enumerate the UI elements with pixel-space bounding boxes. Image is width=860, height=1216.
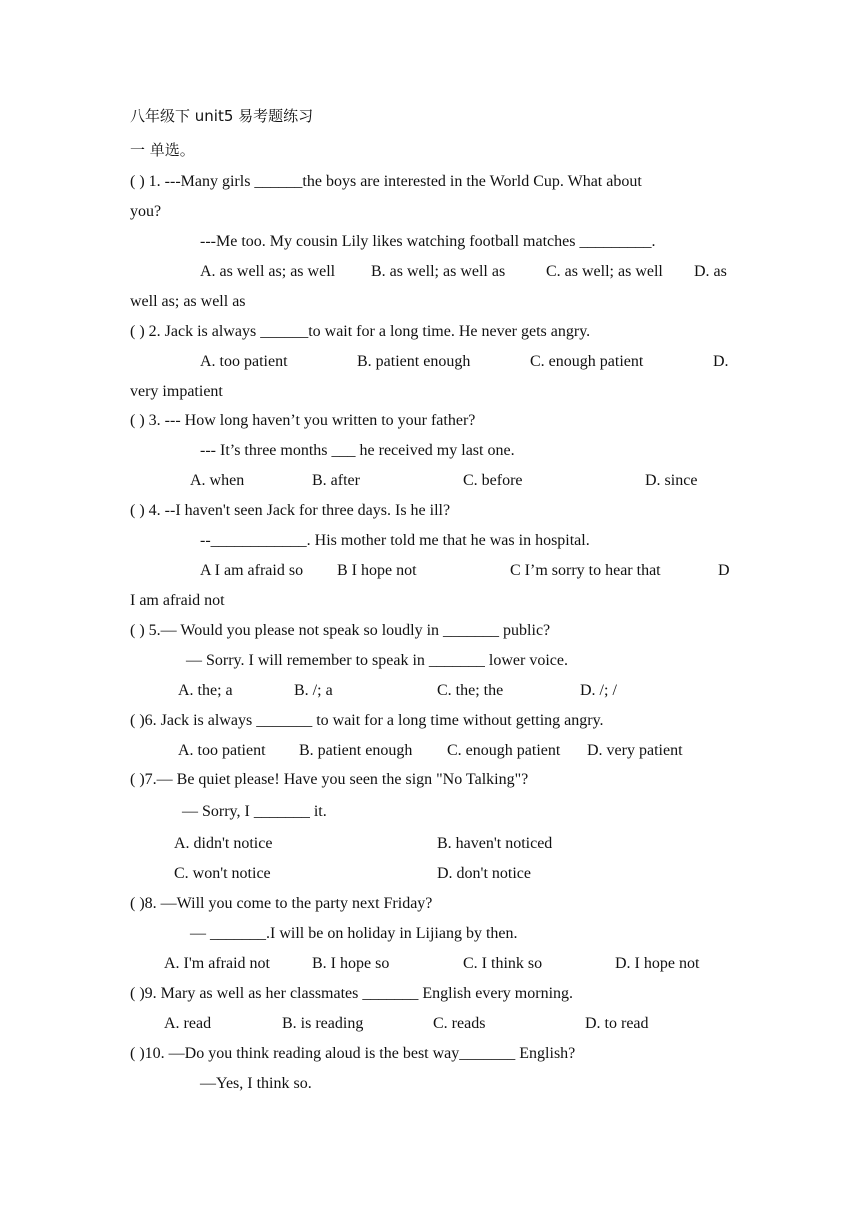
q7-option-a: A. didn't notice <box>174 835 273 852</box>
q1-option-c: C. as well; as well <box>546 263 663 280</box>
q1-option-wrap: well as; as well as <box>130 293 246 310</box>
q8-option-a: A. I'm afraid not <box>164 955 270 972</box>
q3-option-b: B. after <box>312 472 360 489</box>
q5-stem: ( ) 5.— Would you please not speak so loudly in _______ public? <box>130 622 551 639</box>
q5-dialogue: — Sorry. I will remember to speak in _______ lower voice. <box>186 652 568 669</box>
section-heading: 一 单选。 <box>130 141 195 159</box>
q3-option-d: D. since <box>645 472 698 489</box>
q6-option-d: D. very patient <box>587 742 683 759</box>
q1-stem: ( ) 1. ---Many girls ______the boys are interested in the World Cup. What about <box>130 173 642 190</box>
q1-stem-wrap: you? <box>130 203 162 220</box>
q2-stem: ( ) 2. Jack is always ______to wait for a long time. He never gets angry. <box>130 323 591 340</box>
q7-stem: ( )7.— Be quiet please! Have you seen the sign "No Talking"? <box>130 771 529 788</box>
q3-option-c: C. before <box>463 472 523 489</box>
q6-option-c: C. enough patient <box>447 742 561 759</box>
q10-dialogue: —Yes, I think so. <box>200 1075 312 1092</box>
q3-dialogue: --- It’s three months ___ he received my last one. <box>200 442 515 459</box>
q2-option-b: B. patient enough <box>357 353 471 370</box>
q1-option-b: B. as well; as well as <box>371 263 506 280</box>
q2-option-wrap: very impatient <box>130 383 223 400</box>
q9-option-c: C. reads <box>433 1015 486 1032</box>
q1-option-a: A. as well as; as well <box>200 263 336 280</box>
q6-option-a: A. too patient <box>178 742 266 759</box>
q3-stem: ( ) 3. --- How long haven’t you written to your father? <box>130 412 476 429</box>
q5-option-b: B. /; a <box>294 682 333 699</box>
q4-option-b: B I hope not <box>337 562 417 579</box>
q2-option-a: A. too patient <box>200 353 288 370</box>
q7-dialogue: — Sorry, I _______ it. <box>182 803 327 820</box>
q8-option-b: B. I hope so <box>312 955 390 972</box>
q10-stem: ( )10. —Do you think reading aloud is the best way_______ English? <box>130 1045 576 1062</box>
q9-stem: ( )9. Mary as well as her classmates _______ English every morning. <box>130 985 574 1002</box>
q9-option-d: D. to read <box>585 1015 649 1032</box>
q4-dialogue: --____________. His mother told me that he was in hospital. <box>200 532 590 549</box>
q8-option-d: D. I hope not <box>615 955 700 972</box>
q7-option-b: B. haven't noticed <box>437 835 553 852</box>
document-title: 八年级下 unit5 易考题练习 <box>130 107 314 125</box>
q4-option-d: D <box>718 562 730 579</box>
q4-option-c: C I’m sorry to hear that <box>510 562 661 579</box>
q5-option-a: A. the; a <box>178 682 233 699</box>
q5-option-d: D. /; / <box>580 682 617 699</box>
q6-option-b: B. patient enough <box>299 742 413 759</box>
q6-stem: ( )6. Jack is always _______ to wait for a long time without getting angry. <box>130 712 604 729</box>
q7-option-d: D. don't notice <box>437 865 531 882</box>
q5-option-c: C. the; the <box>437 682 504 699</box>
q8-option-c: C. I think so <box>463 955 543 972</box>
q8-stem: ( )8. —Will you come to the party next Friday? <box>130 895 433 912</box>
q8-dialogue: — _______.I will be on holiday in Lijiang by then. <box>190 925 518 942</box>
q4-stem: ( ) 4. --I haven't seen Jack for three days. Is he ill? <box>130 502 451 519</box>
q1-option-d: D. as <box>694 263 727 280</box>
q4-option-a: A I am afraid so <box>200 562 304 579</box>
q9-option-b: B. is reading <box>282 1015 364 1032</box>
q2-option-d: D. <box>713 353 729 370</box>
q7-option-c: C. won't notice <box>174 865 271 882</box>
q1-dialogue: ---Me too. My cousin Lily likes watching football matches _________. <box>200 233 656 250</box>
q2-option-c: C. enough patient <box>530 353 644 370</box>
q3-option-a: A. when <box>190 472 245 489</box>
q9-option-a: A. read <box>164 1015 212 1032</box>
q4-option-wrap: I am afraid not <box>130 592 225 609</box>
